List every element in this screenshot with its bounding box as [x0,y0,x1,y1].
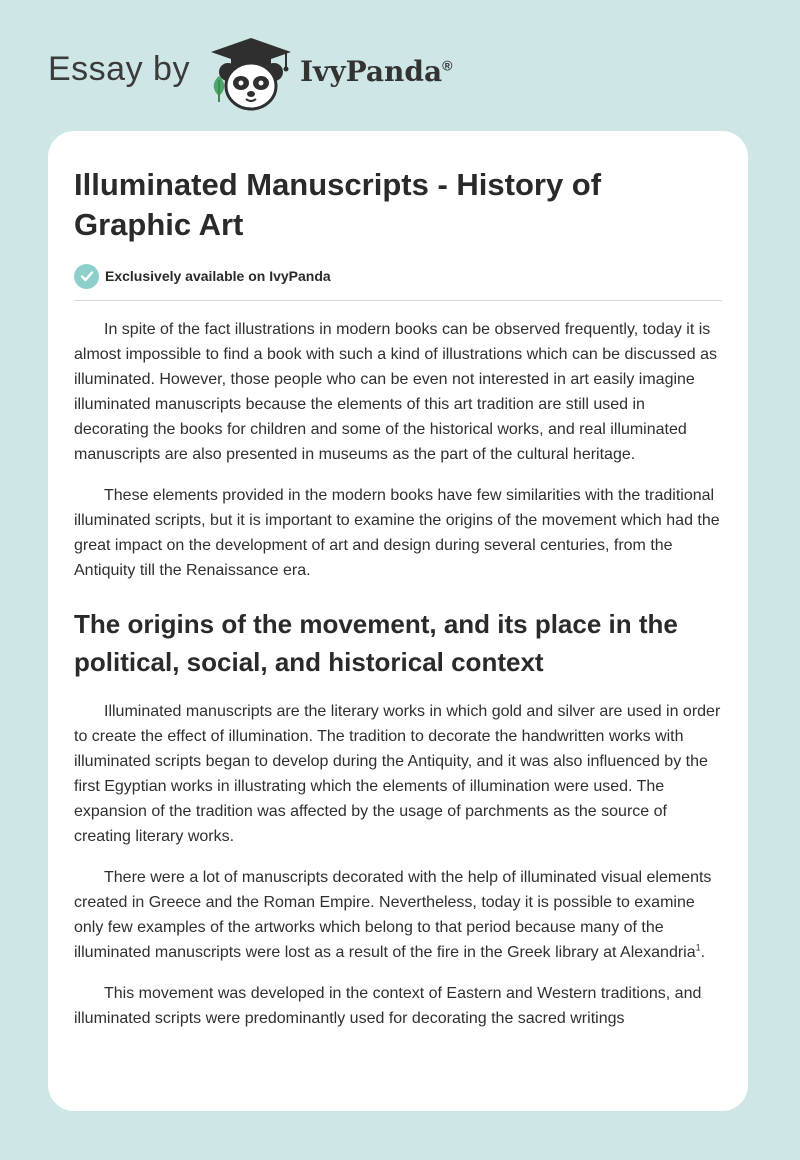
brand-name[interactable]: IvyPanda® [299,54,453,88]
paragraph: These elements provided in the modern books have few similarities with the traditional illuminated scripts, but it is important to examine the origins of the movement which had the great impact on the development of art and design during several centuries, from the Antiquity till the Renaissance era. [74,487,720,579]
paragraph: This movement was developed in the context of Eastern and Western traditions, and illuminated scripts were predominantly used for decorating the sacred writings [74,985,702,1027]
footnote-link[interactable]: 1 [695,942,701,953]
ivy-leaf-icon [208,74,230,104]
paragraph [74,865,722,965]
paragraph-end: . [700,944,706,961]
paragraph-text: There were a lot of manuscripts decorated with the help of illuminated visual elements created in Greece and the Roman Empire. Nevertheless, today it is possible to examine only few examples of the artworks which belong to that period because many of the illuminated manuscripts were lost as a result of the fire in the Greek library at Alexandria [74,869,712,961]
essay-by-label: Essay by [48,49,190,88]
paragraph: Illuminated manuscripts are the literary works in which gold and silver are used in order to create the effect of illumination. The tradition to decorate the handwritten works with illuminated scripts began to develop during the Antiquity, and it was also influenced by the first Egyptian works in illustrating which the elements of illumination were used. The expansion of the tradition was affected by the usage of parchments as the source of creating literary works. [74,703,721,845]
check-icon [74,264,99,289]
registered-mark: ® [442,57,453,74]
page-title: Illuminated Manuscripts - History of Graphic Art [74,167,602,242]
section-heading: The origins of the movement, and its place in the political, social, and historical context [74,609,678,677]
divider [74,300,722,301]
exclusive-badge [74,263,722,289]
panda-graduate-icon[interactable] [206,34,296,114]
paragraph: In spite of the fact illustrations in modern books can be observed frequently, today it is almost impossible to find a book with such a kind of illustrations which can be discussed as illuminated. However, those people who can be even not interested in art easily imagine illuminated manuscripts because the elements of this art tradition are still used in decorating the books for children and some of the historical works, and real illuminated manuscripts are also presented in museums as the part of the cultural heritage. [74,321,717,463]
site-header [48,34,452,114]
exclusive-label: Exclusively available on IvyPanda [105,268,331,284]
essay-card [48,131,748,1111]
